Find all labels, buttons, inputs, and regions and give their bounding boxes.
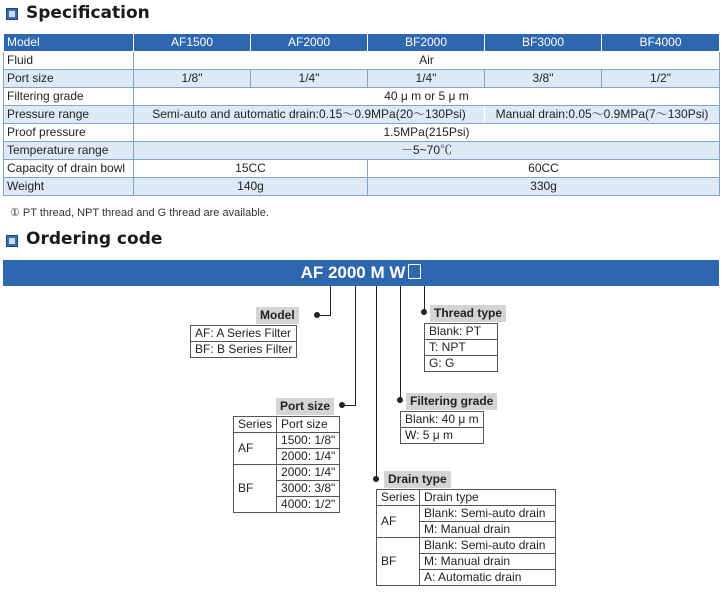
option-item: T: NPT — [425, 340, 498, 356]
option-item: 1500: 1/8" — [277, 433, 340, 449]
option-item: W: 5 μ m — [401, 428, 484, 444]
ordering-code-bar — [3, 260, 719, 286]
option-item: Blank: 40 μ m — [401, 412, 484, 428]
connector-port-size — [355, 286, 356, 406]
header-bf4000: BF4000 — [602, 34, 720, 52]
filtering-grade-options-table — [400, 411, 484, 444]
row-value-bf: Manual drain:0.05～0.9MPa(7～130Psi) — [485, 106, 720, 124]
series-cell: AF — [377, 506, 420, 538]
connector-filtering — [400, 286, 401, 402]
section-bullet-icon — [6, 8, 18, 20]
connector-dot — [339, 402, 345, 408]
row-label: Port size — [4, 70, 134, 88]
specification-table — [3, 33, 720, 196]
spec-row-fluid — [4, 52, 720, 70]
row-value: 1/8" — [134, 70, 251, 88]
row-value: 40 μ m or 5 μ m — [134, 88, 720, 106]
thread-type-label: Thread type — [430, 305, 506, 322]
thread-type-options-table — [424, 323, 498, 372]
option-item: M: Manual drain — [420, 522, 556, 538]
row-label: Weight — [4, 178, 134, 196]
ordering-code-title: Ordering code — [26, 229, 163, 249]
option-item: Blank: Semi-auto drain — [420, 506, 556, 522]
row-label: Pressure range — [4, 106, 134, 124]
filtering-grade-label: Filtering grade — [406, 393, 497, 410]
spec-row-drain-bowl — [4, 160, 720, 178]
spec-row-temperature — [4, 142, 720, 160]
option-item: M: Manual drain — [420, 554, 556, 570]
series-cell: BF — [234, 465, 277, 513]
column-header: Series — [377, 490, 420, 506]
column-header: Port size — [277, 417, 340, 433]
row-value-af: Semi-auto and automatic drain:0.15～0.9MPa(20～130Psi) — [134, 106, 485, 124]
row-value-bf: 60CC — [368, 160, 720, 178]
spec-row-proof — [4, 124, 720, 142]
series-cell: AF — [234, 433, 277, 465]
connector-dot — [421, 309, 427, 315]
row-label: Fluid — [4, 52, 134, 70]
option-item: AF: A Series Filter — [191, 326, 297, 342]
header-bf3000: BF3000 — [485, 34, 602, 52]
header-af2000: AF2000 — [251, 34, 368, 52]
thread-note: ① PT thread, NPT thread and G thread are available. — [10, 207, 269, 219]
row-label: Temperature range — [4, 142, 134, 160]
ordering-code-text: AF 2000 M W — [300, 263, 406, 282]
spec-row-weight — [4, 178, 720, 196]
option-item: 3000: 3/8" — [277, 481, 340, 497]
connector-model — [330, 286, 331, 315]
column-header: Series — [234, 417, 277, 433]
thread-type-placeholder-box — [408, 264, 421, 279]
row-value: 1/4" — [251, 70, 368, 88]
model-options-table — [190, 325, 297, 358]
spec-row-port-size — [4, 70, 720, 88]
option-item: 2000: 1/4" — [277, 449, 340, 465]
series-cell: BF — [377, 538, 420, 586]
connector-drain-type — [376, 286, 377, 482]
connector-dot — [373, 476, 379, 482]
option-item: 4000: 1/2" — [277, 497, 340, 513]
section-bullet-icon — [6, 235, 18, 247]
spec-row-filtering — [4, 88, 720, 106]
option-item: 2000: 1/4" — [277, 465, 340, 481]
row-value: 1/4" — [368, 70, 485, 88]
option-item: A: Automatic drain — [420, 570, 556, 586]
connector-dot — [397, 397, 403, 403]
row-label: Capacity of drain bowl — [4, 160, 134, 178]
row-value: －5~70℃ — [134, 142, 720, 160]
row-value-af: 140g — [134, 178, 368, 196]
connector-dot — [314, 312, 320, 318]
specification-title: Specification — [26, 3, 150, 23]
row-value: 1.5MPa(215Psi) — [134, 124, 720, 142]
port-size-label: Port size — [276, 398, 334, 415]
row-value: 3/8" — [485, 70, 602, 88]
model-label: Model — [256, 307, 299, 324]
column-header: Drain type — [420, 490, 556, 506]
spec-row-pressure — [4, 106, 720, 124]
header-bf2000: BF2000 — [368, 34, 485, 52]
row-value: 1/2" — [602, 70, 720, 88]
option-item: Blank: Semi-auto drain — [420, 538, 556, 554]
port-size-options-table — [233, 416, 340, 513]
drain-type-label: Drain type — [384, 471, 451, 488]
option-item: G: G — [425, 356, 498, 372]
row-label: Proof pressure — [4, 124, 134, 142]
row-value-af: 15CC — [134, 160, 368, 178]
option-item: Blank: PT — [425, 324, 498, 340]
header-af1500: AF1500 — [134, 34, 251, 52]
row-value-bf: 330g — [368, 178, 720, 196]
drain-type-options-table — [376, 489, 556, 586]
ordering-code — [3, 260, 719, 286]
option-item: BF: B Series Filter — [191, 342, 297, 358]
row-value: Air — [134, 52, 720, 70]
row-label: Filtering grade — [4, 88, 134, 106]
spec-header-row — [4, 34, 720, 52]
header-model: Model — [4, 34, 134, 52]
